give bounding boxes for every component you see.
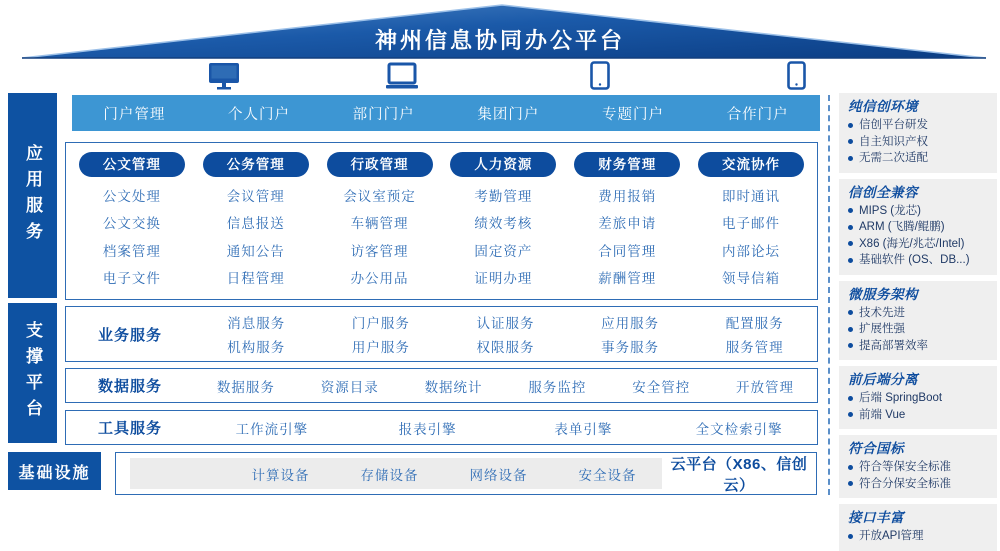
service-item: 表单引擎: [554, 421, 613, 437]
sidebar-section-title: 前后端分离: [848, 372, 918, 387]
laptop-icon: [384, 60, 420, 90]
sidebar-section-title: 微服务架构: [848, 286, 918, 302]
service-item: 数据统计: [424, 379, 483, 395]
app-item: 差旅申请: [598, 216, 657, 231]
sidebar-item-label: 符合分保安全标准: [859, 477, 951, 490]
sidebar-item-label: 自主知识产权: [859, 135, 928, 148]
portal-item: 合作门户: [726, 106, 789, 123]
portal-item: 个人门户: [228, 106, 290, 123]
app-column-document: [70, 152, 194, 287]
service-item: 机构服务: [227, 340, 286, 356]
service-item: 权限服务: [476, 340, 535, 356]
service-item: 服务监控: [528, 379, 587, 395]
bullet-icon: [848, 139, 853, 144]
feature-sidebar: [839, 93, 997, 551]
rail-support-platform: 支撑平台: [8, 303, 57, 443]
bullet-icon: [848, 412, 853, 417]
desktop-monitor-icon: [206, 60, 242, 90]
sidebar-item-label: ARM (飞腾/鲲鹏): [859, 221, 945, 233]
infrastructure-box: [115, 452, 817, 495]
sidebar-section-frontend-backend: [839, 366, 997, 429]
bullet-icon: [848, 534, 853, 539]
category-pill: 交流协作: [698, 152, 804, 177]
sidebar-section-title: 信创全兼容: [848, 184, 918, 200]
bullet-icon: [848, 343, 853, 348]
app-item: 公文处理: [102, 188, 161, 204]
service-item: 工作流引擎: [235, 421, 309, 437]
app-item: 档案管理: [102, 243, 161, 259]
portal-item: 专题门户: [602, 106, 665, 123]
app-item: 访客管理: [350, 243, 409, 259]
business-services-label: 业务服务: [97, 326, 162, 344]
app-item: 固定资产: [474, 243, 533, 259]
sidebar-item-label: 无需二次适配: [859, 152, 928, 164]
app-item: 信息报送: [226, 216, 285, 231]
category-pill: 公文管理: [79, 152, 185, 177]
app-item: 内部论坛: [722, 243, 781, 259]
business-services-grid: [194, 307, 817, 361]
phone-icon: [778, 60, 814, 90]
app-item: 日程管理: [226, 271, 285, 286]
category-pill: 行政管理: [327, 152, 433, 177]
sidebar-item-label: MIPS (龙芯): [859, 204, 921, 217]
service-item: 资源目录: [320, 379, 379, 395]
data-services-row: [194, 376, 817, 396]
app-column-admin: [318, 152, 442, 287]
app-item: 电子邮件: [722, 216, 781, 231]
sidebar-item-label: 基础软件 (OS、DB...): [859, 254, 970, 266]
category-pill: 公务管理: [203, 152, 309, 177]
bullet-icon: [848, 465, 853, 470]
app-item: 考勤管理: [474, 188, 533, 204]
tool-services-row: [194, 418, 817, 438]
bullet-icon: [848, 156, 853, 161]
application-services-box: [65, 142, 818, 300]
portal-item: 集团门户: [477, 106, 540, 123]
app-item: 公文交换: [102, 216, 161, 231]
service-item: 开放管理: [736, 379, 795, 395]
app-item: 办公用品: [350, 271, 409, 286]
app-column-collab: [689, 152, 813, 287]
sidebar-item-label: 扩展性强: [859, 323, 905, 335]
bullet-icon: [848, 225, 853, 230]
service-item: 事务服务: [601, 340, 660, 356]
sidebar-item-label: X86 (海光/兆芯/Intel): [859, 237, 965, 250]
service-item: 全文检索引擎: [695, 421, 783, 437]
app-column-finance: [565, 152, 689, 287]
service-item: 消息服务: [227, 315, 286, 331]
portal-item: 门户管理: [103, 106, 166, 123]
app-item: 通知公告: [226, 243, 285, 259]
data-services-box: [65, 368, 818, 403]
infrastructure-devices-band: [130, 458, 662, 489]
cloud-platform-label: 云平台（X86、信创云）: [670, 455, 808, 494]
service-item: 配置服务: [725, 315, 784, 331]
service-item: 服务管理: [725, 340, 784, 356]
vertical-dashed-divider: [828, 95, 830, 495]
data-services-label: 数据服务: [97, 378, 162, 395]
category-pill: 财务管理: [574, 152, 680, 177]
infra-item: 网络设备: [469, 467, 528, 483]
sidebar-section-compatibility: [839, 179, 997, 275]
bullet-icon: [848, 258, 853, 263]
rail-infrastructure: 基础设施: [8, 452, 101, 490]
sidebar-item-label: 技术先进: [859, 306, 905, 319]
service-item: 应用服务: [601, 315, 660, 331]
business-services-box: [65, 306, 818, 362]
sidebar-section-xinchuang-env: [839, 93, 997, 173]
infra-item: 计算设备: [251, 467, 310, 483]
app-item: 车辆管理: [350, 216, 409, 231]
app-item: 绩效考核: [474, 216, 533, 231]
service-item: 报表引擎: [398, 421, 457, 437]
infra-item: 存储设备: [360, 467, 419, 483]
page-title: 神州信息协同办公平台: [374, 28, 625, 53]
sidebar-item-label: 后端 SpringBoot: [859, 392, 943, 404]
service-item: 认证服务: [476, 315, 535, 331]
app-item: 薪酬管理: [598, 271, 657, 286]
sidebar-section-api: [839, 504, 997, 551]
app-column-official: [194, 152, 318, 287]
app-item: 证明办理: [474, 271, 533, 286]
sidebar-item-label: 信创平台研发: [859, 119, 928, 131]
bullet-icon: [848, 310, 853, 315]
sidebar-item-label: 提高部署效率: [859, 339, 928, 352]
app-item: 电子文件: [102, 271, 161, 286]
app-item: 即时通讯: [722, 188, 781, 204]
service-item: 安全管控: [632, 379, 691, 395]
tool-services-box: [65, 410, 818, 445]
app-item: 合同管理: [598, 243, 657, 259]
infra-item: 安全设备: [578, 467, 637, 483]
app-item: 领导信箱: [722, 271, 781, 286]
bullet-icon: [848, 241, 853, 246]
service-item: 数据服务: [216, 379, 275, 395]
sidebar-item-label: 前端 Vue: [859, 408, 906, 421]
sidebar-section-standards: [839, 435, 997, 498]
app-item: 费用报销: [598, 188, 657, 204]
bullet-icon: [848, 208, 853, 213]
sidebar-section-title: 接口丰富: [848, 510, 904, 525]
app-item: 会议室预定: [343, 188, 416, 204]
app-column-hr: [441, 152, 565, 287]
sidebar-section-microservice: [839, 281, 997, 361]
app-item: 会议管理: [226, 188, 285, 204]
category-pill: 人力资源: [450, 152, 556, 177]
portal-band: [72, 95, 820, 131]
portal-item: 部门门户: [352, 106, 415, 123]
bullet-icon: [848, 396, 853, 401]
sidebar-section-title: 纯信创环境: [848, 99, 918, 114]
bullet-icon: [848, 123, 853, 128]
rail-application-services: 应用服务: [8, 93, 57, 298]
service-item: 用户服务: [351, 340, 410, 356]
tablet-icon: [582, 60, 618, 90]
tool-services-label: 工具服务: [97, 420, 162, 437]
service-item: 门户服务: [351, 315, 410, 331]
bullet-icon: [848, 327, 853, 332]
sidebar-section-title: 符合国标: [848, 441, 904, 456]
bullet-icon: [848, 481, 853, 486]
sidebar-item-label: 开放API管理: [859, 530, 924, 542]
sidebar-item-label: 符合等保安全标准: [859, 461, 951, 473]
